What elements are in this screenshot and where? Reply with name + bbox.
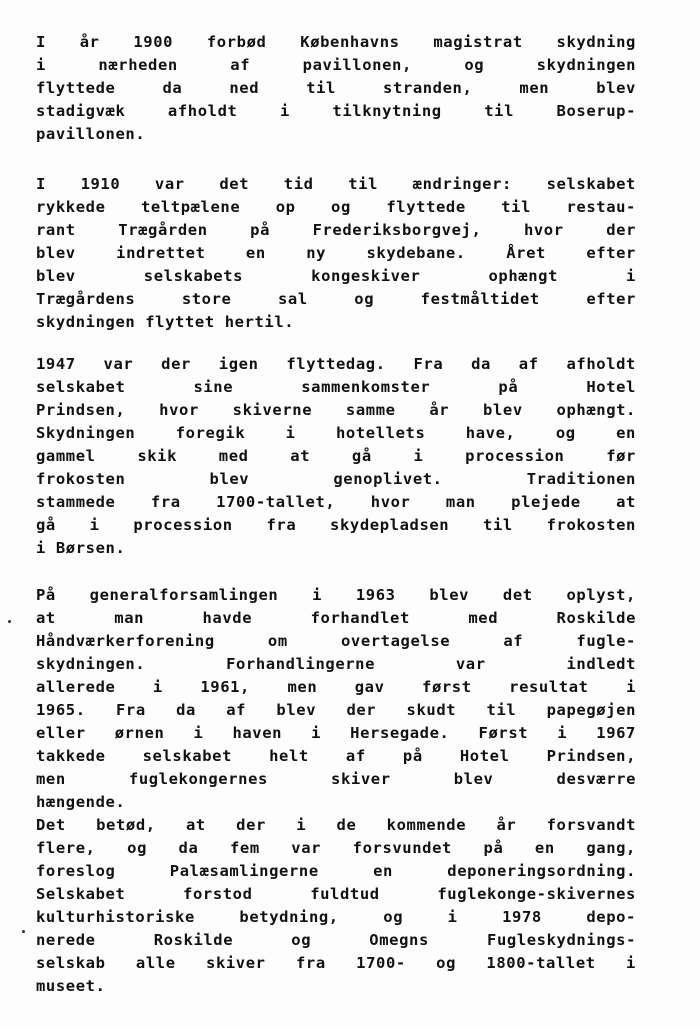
text-line: Håndværkerforening om overtagelse af fugle- [36,632,636,650]
text-line: I år 1900 forbød Københavns magistrat skydning [36,33,636,51]
text-line: Prindsen, hvor skiverne samme år blev ophængt. [36,401,636,419]
text-line: selskabet sine sammenkomster på Hotel [36,378,636,396]
text-line: museet. [36,977,106,995]
text-line: takkede selskabet helt af på Hotel Prindsen, [36,747,636,765]
text-line: Selskabet forstod fuldtud fuglekonge-skivernes [36,885,636,903]
text-line: blev indrettet en ny skydebane. Året efter [36,244,636,262]
text-line: flere, og da fem var forsvundet på en gang, [36,839,636,857]
text-line: eller ørnen i haven i Hersegade. Først i 1967 [36,724,636,742]
text-line: nerede Roskilde og Omegns Fugleskydnings- [36,931,636,949]
paragraph-1947 [36,353,636,560]
paragraph-1963 [36,584,636,998]
text-line: Skydningen foregik i hotellets have, og en [36,424,636,442]
text-line: I 1910 var det tid til ændringer: selskabet [36,175,636,193]
text-line: Trægårdens store sal og festmåltidet efter [36,290,636,308]
text-line: skydningen. Forhandlingerne var indledt [36,655,636,673]
text-line: i Børsen. [36,539,126,557]
text-line: blev selskabets kongeskiver ophængt i [36,267,636,285]
paragraph-1910 [36,173,636,334]
text-line: kulturhistoriske betydning, og i 1978 depo- [36,908,636,926]
text-line: pavillonen. [36,125,146,143]
text-line: men fuglekongernes skiver blev desværre [36,770,636,788]
text-line: 1965. Fra da af blev der skudt til papegøjen [36,701,636,719]
text-line: gå i procession fra skydepladsen til frokosten [36,516,636,534]
text-line: allerede i 1961, men gav først resultat i [36,678,636,696]
text-line: Det betød, at der i de kommende år forsvandt [36,816,636,834]
text-line: gammel skik med at gå i procession før [36,447,636,465]
text-line: frokosten blev genoplivet. Traditionen [36,470,636,488]
text-line: i nærheden af pavillonen, og skydningen [36,56,636,74]
text-line: hængende. [36,793,126,811]
text-line: 1947 var der igen flyttedag. Fra da af afholdt [36,355,636,373]
scan-speck [8,620,11,623]
paragraph-1900 [36,31,636,146]
text-line: På generalforsamlingen i 1963 blev det oplyst, [36,586,636,604]
text-line: foreslog Palæsamlingerne en deponeringsordning. [36,862,636,880]
scan-speck [22,930,25,933]
text-line: rant Trægården på Frederiksborgvej, hvor der [36,221,636,239]
text-line: selskab alle skiver fra 1700- og 1800-tallet i [36,954,636,972]
text-line: flyttede da ned til stranden, men blev [36,79,636,97]
text-line: stammede fra 1700-tallet, hvor man plejede at [36,493,636,511]
text-line: at man havde forhandlet med Roskilde [36,609,636,627]
text-line: skydningen flyttet hertil. [36,313,295,331]
text-line: rykkede teltpælene op og flyttede til restau- [36,198,636,216]
text-line: stadigvæk afholdt i tilknytning til Boserup- [36,102,636,120]
